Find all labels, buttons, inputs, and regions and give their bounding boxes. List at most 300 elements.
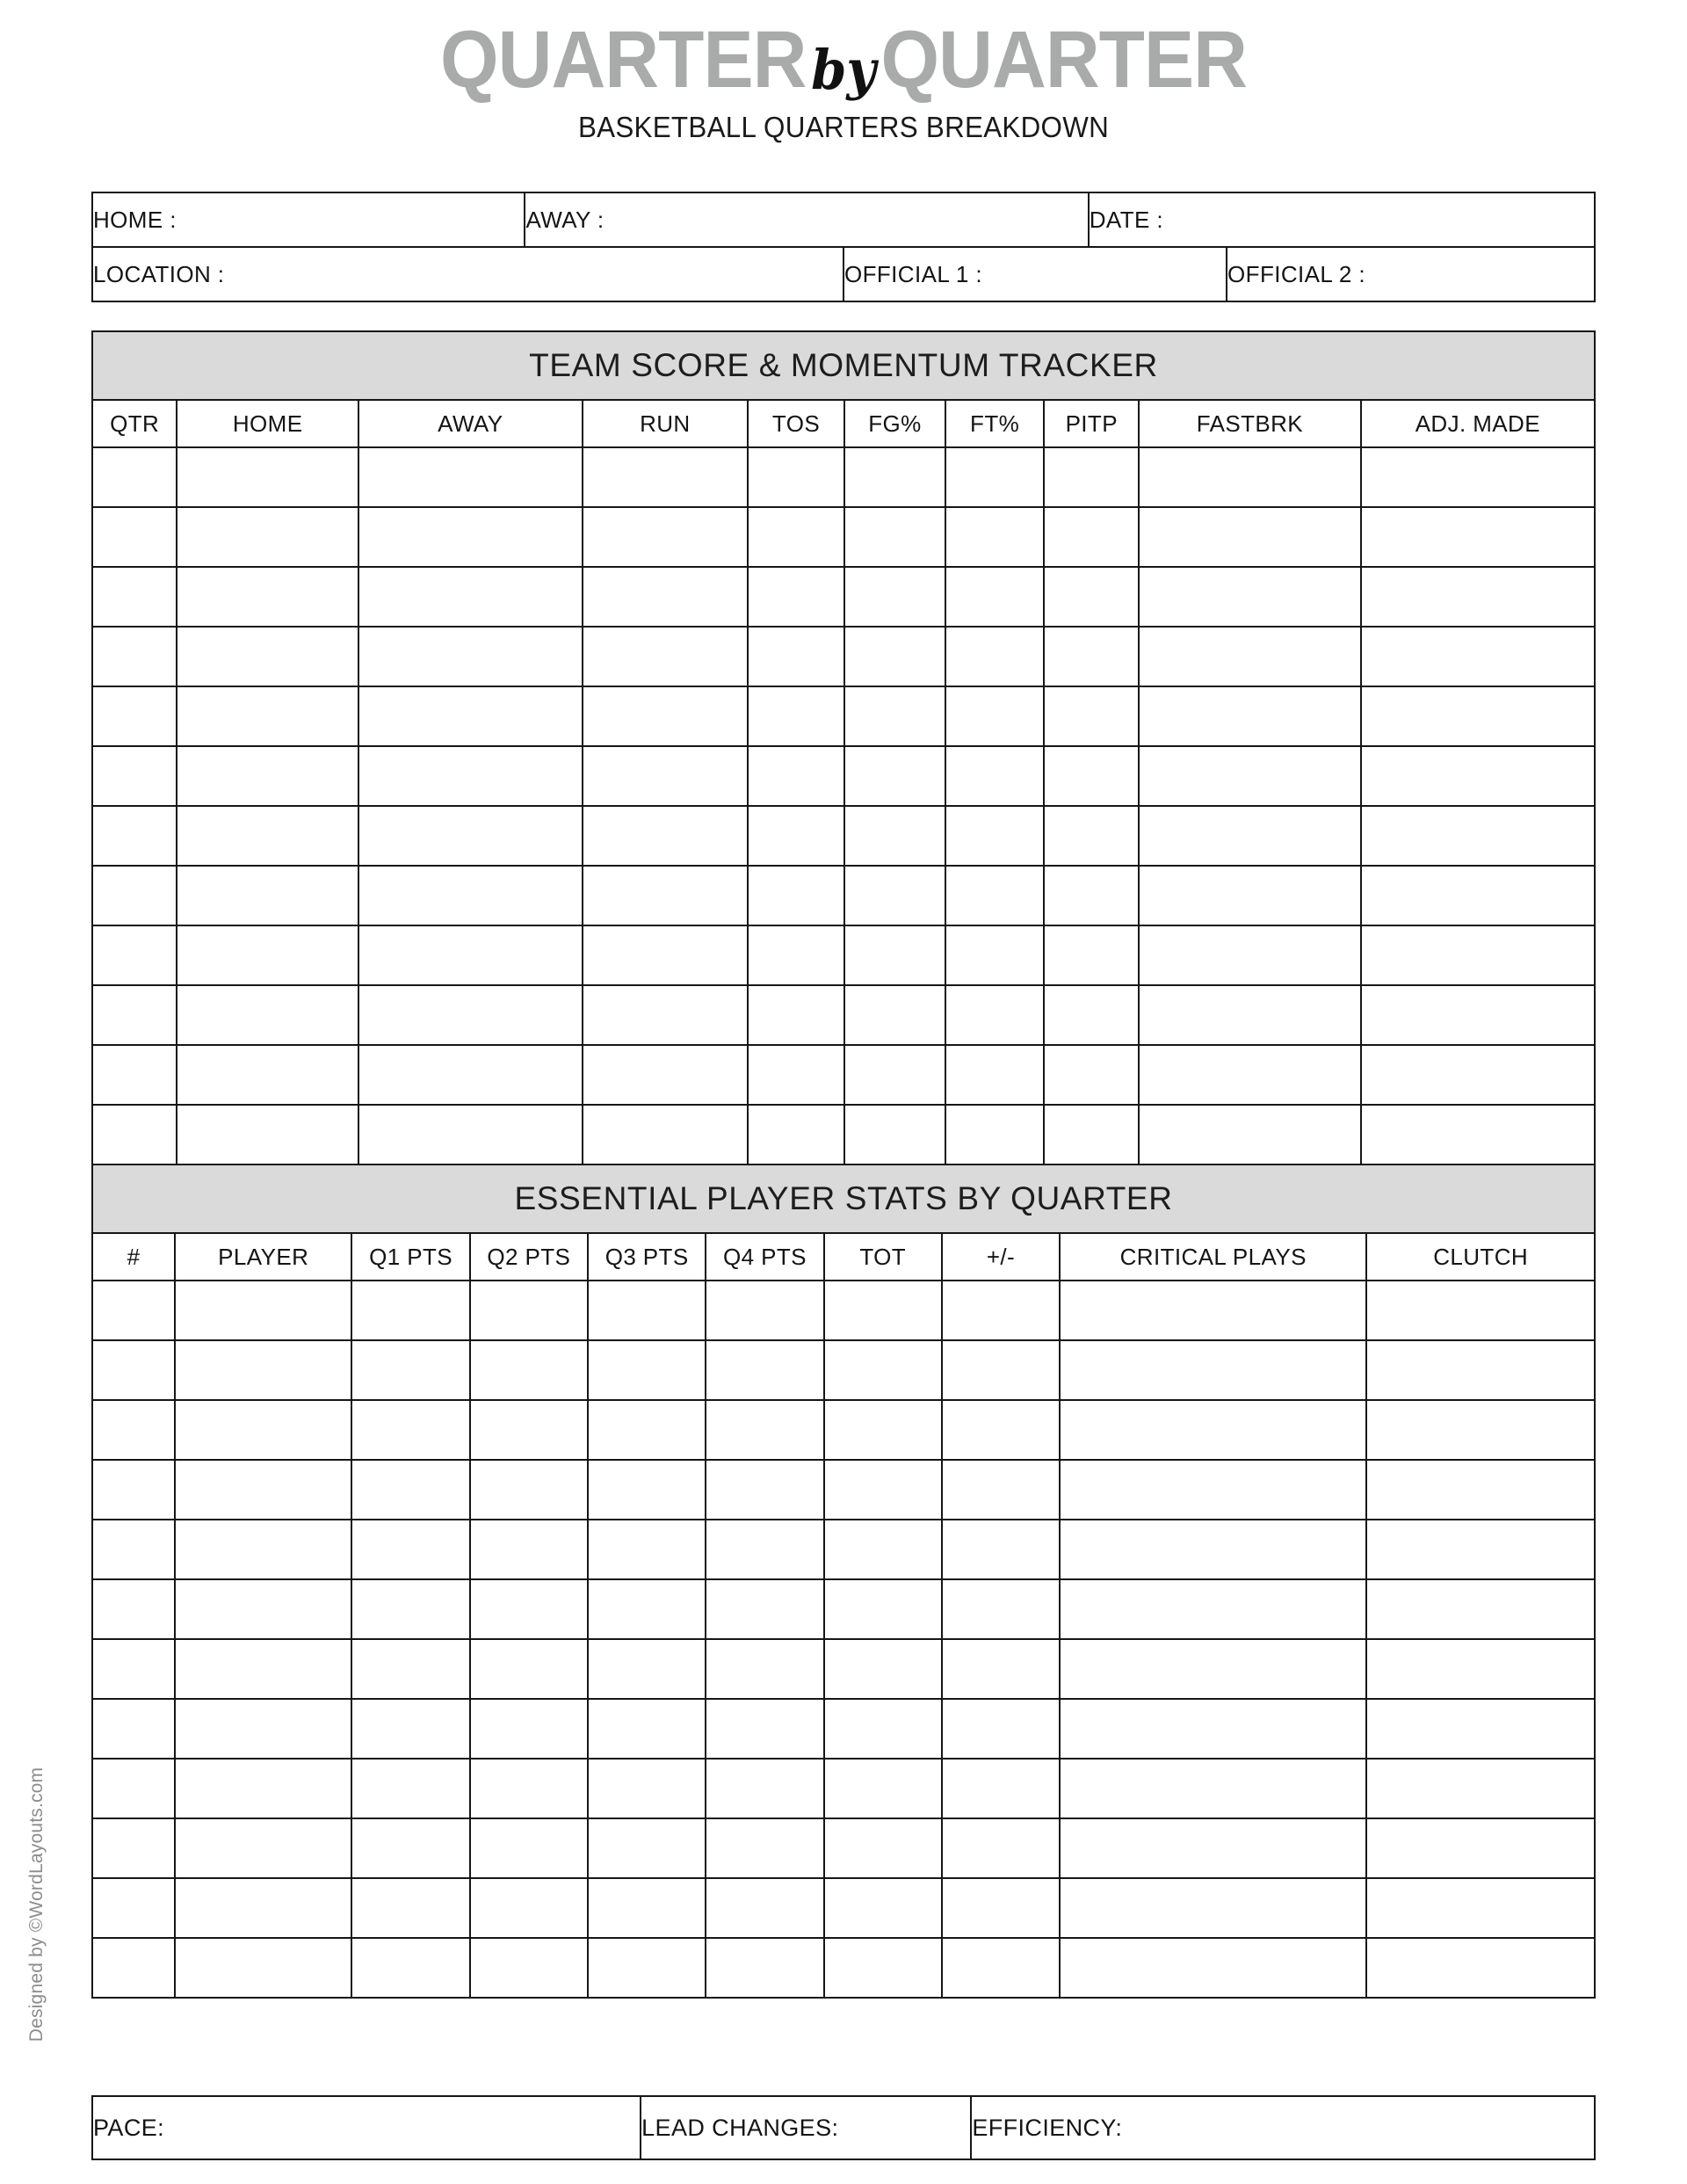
cell-q1-pts[interactable]	[351, 1460, 469, 1520]
cell-fastbrk[interactable]	[1139, 1105, 1360, 1165]
cell-fastbrk[interactable]	[1139, 1045, 1360, 1105]
cell-tot[interactable]	[824, 1340, 942, 1400]
cell-player[interactable]	[175, 1281, 351, 1340]
table-row	[92, 1400, 1595, 1460]
cell-q1-pts[interactable]	[351, 1878, 469, 1938]
table-row	[92, 507, 1595, 567]
cell-q3-pts[interactable]	[588, 1639, 706, 1699]
cell-run[interactable]	[583, 866, 748, 925]
table-row	[92, 925, 1595, 985]
cell-tot[interactable]	[824, 1759, 942, 1818]
cell-away[interactable]	[358, 627, 583, 686]
cell-q2-pts[interactable]	[470, 1878, 588, 1938]
cell-tos[interactable]	[748, 1045, 844, 1105]
cell-adj-made[interactable]	[1361, 447, 1595, 507]
cell-home[interactable]	[177, 507, 358, 567]
home-field[interactable]: HOME :	[92, 192, 525, 247]
cell-critical-plays[interactable]	[1060, 1878, 1366, 1938]
cell-run[interactable]	[583, 806, 748, 866]
table-row	[92, 1699, 1595, 1759]
cell-adj-made[interactable]	[1361, 806, 1595, 866]
cell-player[interactable]	[175, 1460, 351, 1520]
cell-q4-pts[interactable]	[706, 1520, 823, 1579]
cell-pitp[interactable]	[1044, 985, 1139, 1045]
cell-player[interactable]	[175, 1520, 351, 1579]
cell-fg-pct[interactable]	[844, 1105, 945, 1165]
cell-fastbrk[interactable]	[1139, 746, 1360, 806]
cell-home[interactable]	[177, 447, 358, 507]
cell-ft-pct[interactable]	[945, 1045, 1044, 1105]
cell-pitp[interactable]	[1044, 746, 1139, 806]
cell-fastbrk[interactable]	[1139, 627, 1360, 686]
cell-critical-plays[interactable]	[1060, 1938, 1366, 1998]
cell-home[interactable]	[177, 806, 358, 866]
cell-plus-minus[interactable]	[942, 1878, 1060, 1938]
cell-player[interactable]	[175, 1878, 351, 1938]
cell-ft-pct[interactable]	[945, 507, 1044, 567]
col-critical-plays: CRITICAL PLAYS	[1060, 1233, 1366, 1281]
cell-plus-minus[interactable]	[942, 1818, 1060, 1878]
cell-number[interactable]	[92, 1460, 175, 1520]
cell-fastbrk[interactable]	[1139, 686, 1360, 746]
cell-tot[interactable]	[824, 1639, 942, 1699]
table-row	[92, 985, 1595, 1045]
cell-away[interactable]	[358, 925, 583, 985]
cell-tot[interactable]	[824, 1938, 942, 1998]
col-fastbrk: FASTBRK	[1139, 400, 1360, 447]
cell-critical-plays[interactable]	[1060, 1340, 1366, 1400]
cell-pitp[interactable]	[1044, 1105, 1139, 1165]
cell-clutch[interactable]	[1366, 1520, 1595, 1579]
cell-fastbrk[interactable]	[1139, 507, 1360, 567]
cell-critical-plays[interactable]	[1060, 1759, 1366, 1818]
cell-plus-minus[interactable]	[942, 1460, 1060, 1520]
cell-number[interactable]	[92, 1340, 175, 1400]
cell-tot[interactable]	[824, 1281, 942, 1340]
cell-run[interactable]	[583, 507, 748, 567]
cell-clutch[interactable]	[1366, 1878, 1595, 1938]
table-row	[92, 1281, 1595, 1340]
player-stats-header-row	[92, 1233, 1595, 1281]
table-row	[92, 1639, 1595, 1699]
cell-q1-pts[interactable]	[351, 1281, 469, 1340]
cell-number[interactable]	[92, 1878, 175, 1938]
cell-q1-pts[interactable]	[351, 1759, 469, 1818]
table-row	[92, 1460, 1595, 1520]
table-row	[92, 1878, 1595, 1938]
cell-qtr[interactable]	[92, 1045, 177, 1105]
cell-plus-minus[interactable]	[942, 1639, 1060, 1699]
col-tot: TOT	[824, 1233, 942, 1281]
table-row	[92, 1105, 1595, 1165]
cell-q1-pts[interactable]	[351, 1938, 469, 1998]
cell-adj-made[interactable]	[1361, 686, 1595, 746]
cell-q3-pts[interactable]	[588, 1520, 706, 1579]
cell-q2-pts[interactable]	[470, 1520, 588, 1579]
col-home: HOME	[177, 400, 358, 447]
team-score-section	[91, 330, 1596, 1999]
cell-tot[interactable]	[824, 1460, 942, 1520]
cell-player[interactable]	[175, 1938, 351, 1998]
cell-tos[interactable]	[748, 746, 844, 806]
official1-field[interactable]: OFFICIAL 1 :	[844, 247, 1227, 301]
summary-footer-row	[92, 2096, 1595, 2159]
col-fg-pct: FG%	[844, 400, 945, 447]
cell-q3-pts[interactable]	[588, 1699, 706, 1759]
cell-qtr[interactable]	[92, 925, 177, 985]
info-row-2	[92, 247, 1595, 301]
cell-tos[interactable]	[748, 447, 844, 507]
cell-plus-minus[interactable]	[942, 1281, 1060, 1340]
cell-run[interactable]	[583, 746, 748, 806]
cell-qtr[interactable]	[92, 686, 177, 746]
cell-player[interactable]	[175, 1818, 351, 1878]
cell-q4-pts[interactable]	[706, 1460, 823, 1520]
away-field[interactable]: AWAY :	[525, 192, 1088, 247]
cell-tot[interactable]	[824, 1579, 942, 1639]
table-row	[92, 1759, 1595, 1818]
official2-field[interactable]: OFFICIAL 2 :	[1227, 247, 1595, 301]
cell-q3-pts[interactable]	[588, 1281, 706, 1340]
cell-q2-pts[interactable]	[470, 1818, 588, 1878]
cell-adj-made[interactable]	[1361, 1105, 1595, 1165]
game-info-table	[91, 192, 1596, 248]
cell-adj-made[interactable]	[1361, 925, 1595, 985]
cell-clutch[interactable]	[1366, 1400, 1595, 1460]
cell-plus-minus[interactable]	[942, 1340, 1060, 1400]
pace-field[interactable]: PACE:	[92, 2096, 641, 2159]
game-info-table-2	[91, 246, 1596, 302]
cell-q2-pts[interactable]	[470, 1699, 588, 1759]
cell-fg-pct[interactable]	[844, 447, 945, 507]
cell-q4-pts[interactable]	[706, 1579, 823, 1639]
cell-fg-pct[interactable]	[844, 866, 945, 925]
player-stats-table	[91, 1164, 1596, 1999]
cell-clutch[interactable]	[1366, 1818, 1595, 1878]
cell-away[interactable]	[358, 447, 583, 507]
cell-q3-pts[interactable]	[588, 1460, 706, 1520]
page-title-block	[0, 0, 1687, 144]
cell-fg-pct[interactable]	[844, 507, 945, 567]
cell-fastbrk[interactable]	[1139, 866, 1360, 925]
cell-q4-pts[interactable]	[706, 1400, 823, 1460]
cell-player[interactable]	[175, 1400, 351, 1460]
cell-plus-minus[interactable]	[942, 1579, 1060, 1639]
cell-ft-pct[interactable]	[945, 985, 1044, 1045]
cell-q4-pts[interactable]	[706, 1699, 823, 1759]
cell-q4-pts[interactable]	[706, 1639, 823, 1699]
cell-q2-pts[interactable]	[470, 1759, 588, 1818]
cell-number[interactable]	[92, 1400, 175, 1460]
cell-away[interactable]	[358, 806, 583, 866]
designer-credit-watermark: Designed by ©WordLayouts.com	[26, 1767, 47, 2043]
cell-critical-plays[interactable]	[1060, 1400, 1366, 1460]
table-row	[92, 1818, 1595, 1878]
cell-number[interactable]	[92, 1759, 175, 1818]
cell-ft-pct[interactable]	[945, 925, 1044, 985]
cell-q1-pts[interactable]	[351, 1699, 469, 1759]
col-adj-made: ADJ. MADE	[1361, 400, 1595, 447]
cell-player[interactable]	[175, 1340, 351, 1400]
cell-tos[interactable]	[748, 925, 844, 985]
cell-number[interactable]	[92, 1938, 175, 1998]
cell-qtr[interactable]	[92, 985, 177, 1045]
cell-tot[interactable]	[824, 1699, 942, 1759]
cell-tot[interactable]	[824, 1400, 942, 1460]
cell-clutch[interactable]	[1366, 1639, 1595, 1699]
cell-q3-pts[interactable]	[588, 1340, 706, 1400]
cell-q3-pts[interactable]	[588, 1579, 706, 1639]
cell-pitp[interactable]	[1044, 627, 1139, 686]
cell-q2-pts[interactable]	[470, 1340, 588, 1400]
cell-plus-minus[interactable]	[942, 1699, 1060, 1759]
cell-qtr[interactable]	[92, 627, 177, 686]
cell-q1-pts[interactable]	[351, 1520, 469, 1579]
cell-pitp[interactable]	[1044, 1045, 1139, 1105]
cell-home[interactable]	[177, 746, 358, 806]
cell-ft-pct[interactable]	[945, 746, 1044, 806]
cell-q2-pts[interactable]	[470, 1639, 588, 1699]
cell-run[interactable]	[583, 1105, 748, 1165]
cell-ft-pct[interactable]	[945, 866, 1044, 925]
cell-clutch[interactable]	[1366, 1579, 1595, 1639]
cell-clutch[interactable]	[1366, 1938, 1595, 1998]
cell-away[interactable]	[358, 1045, 583, 1105]
summary-footer-block	[91, 2095, 1596, 2160]
cell-ft-pct[interactable]	[945, 686, 1044, 746]
cell-player[interactable]	[175, 1759, 351, 1818]
cell-q2-pts[interactable]	[470, 1460, 588, 1520]
player-stats-banner: ESSENTIAL PLAYER STATS BY QUARTER	[92, 1165, 1595, 1233]
cell-qtr[interactable]	[92, 866, 177, 925]
cell-q4-pts[interactable]	[706, 1938, 823, 1998]
cell-away[interactable]	[358, 746, 583, 806]
cell-plus-minus[interactable]	[942, 1520, 1060, 1579]
cell-q2-pts[interactable]	[470, 1400, 588, 1460]
cell-q4-pts[interactable]	[706, 1759, 823, 1818]
cell-ft-pct[interactable]	[945, 447, 1044, 507]
table-row	[92, 746, 1595, 806]
cell-away[interactable]	[358, 686, 583, 746]
cell-fastbrk[interactable]	[1139, 447, 1360, 507]
cell-away[interactable]	[358, 985, 583, 1045]
table-row	[92, 806, 1595, 866]
cell-ft-pct[interactable]	[945, 567, 1044, 627]
lead-changes-field[interactable]: LEAD CHANGES:	[641, 2096, 971, 2159]
cell-fastbrk[interactable]	[1139, 985, 1360, 1045]
cell-home[interactable]	[177, 567, 358, 627]
cell-critical-plays[interactable]	[1060, 1639, 1366, 1699]
cell-pitp[interactable]	[1044, 507, 1139, 567]
cell-tos[interactable]	[748, 866, 844, 925]
cell-number[interactable]	[92, 1639, 175, 1699]
cell-tot[interactable]	[824, 1520, 942, 1579]
cell-ft-pct[interactable]	[945, 627, 1044, 686]
cell-adj-made[interactable]	[1361, 866, 1595, 925]
cell-clutch[interactable]	[1366, 1759, 1595, 1818]
cell-adj-made[interactable]	[1361, 627, 1595, 686]
cell-clutch[interactable]	[1366, 1460, 1595, 1520]
cell-plus-minus[interactable]	[942, 1938, 1060, 1998]
cell-run[interactable]	[583, 686, 748, 746]
cell-clutch[interactable]	[1366, 1281, 1595, 1340]
cell-fastbrk[interactable]	[1139, 806, 1360, 866]
cell-plus-minus[interactable]	[942, 1400, 1060, 1460]
cell-qtr[interactable]	[92, 806, 177, 866]
location-field[interactable]: LOCATION :	[92, 247, 844, 301]
cell-q3-pts[interactable]	[588, 1938, 706, 1998]
cell-clutch[interactable]	[1366, 1699, 1595, 1759]
cell-fg-pct[interactable]	[844, 627, 945, 686]
cell-tot[interactable]	[824, 1878, 942, 1938]
cell-q1-pts[interactable]	[351, 1579, 469, 1639]
cell-fg-pct[interactable]	[844, 686, 945, 746]
cell-adj-made[interactable]	[1361, 1045, 1595, 1105]
cell-tos[interactable]	[748, 985, 844, 1045]
cell-home[interactable]	[177, 627, 358, 686]
cell-home[interactable]	[177, 1045, 358, 1105]
cell-q2-pts[interactable]	[470, 1281, 588, 1340]
table-row	[92, 866, 1595, 925]
cell-ft-pct[interactable]	[945, 806, 1044, 866]
cell-run[interactable]	[583, 985, 748, 1045]
cell-qtr[interactable]	[92, 447, 177, 507]
col-q2-pts: Q2 PTS	[470, 1233, 588, 1281]
cell-fastbrk[interactable]	[1139, 925, 1360, 985]
cell-tos[interactable]	[748, 1105, 844, 1165]
cell-q1-pts[interactable]	[351, 1639, 469, 1699]
cell-fg-pct[interactable]	[844, 1045, 945, 1105]
cell-pitp[interactable]	[1044, 447, 1139, 507]
cell-clutch[interactable]	[1366, 1340, 1595, 1400]
cell-pitp[interactable]	[1044, 866, 1139, 925]
cell-tos[interactable]	[748, 567, 844, 627]
cell-home[interactable]	[177, 1105, 358, 1165]
page-title	[59, 15, 1628, 105]
cell-q3-pts[interactable]	[588, 1759, 706, 1818]
cell-fastbrk[interactable]	[1139, 567, 1360, 627]
cell-q4-pts[interactable]	[706, 1878, 823, 1938]
cell-run[interactable]	[583, 567, 748, 627]
cell-qtr[interactable]	[92, 746, 177, 806]
cell-critical-plays[interactable]	[1060, 1460, 1366, 1520]
cell-q3-pts[interactable]	[588, 1818, 706, 1878]
cell-number[interactable]	[92, 1281, 175, 1340]
title-word-first: QUARTER	[439, 15, 807, 105]
cell-adj-made[interactable]	[1361, 507, 1595, 567]
cell-q1-pts[interactable]	[351, 1340, 469, 1400]
cell-tos[interactable]	[748, 806, 844, 866]
col-pitp: PITP	[1044, 400, 1139, 447]
cell-q1-pts[interactable]	[351, 1818, 469, 1878]
cell-fg-pct[interactable]	[844, 925, 945, 985]
cell-home[interactable]	[177, 686, 358, 746]
player-stats-banner-row	[92, 1165, 1595, 1233]
team-score-banner-row	[92, 331, 1595, 400]
cell-qtr[interactable]	[92, 567, 177, 627]
col-plus-minus: +/-	[942, 1233, 1060, 1281]
cell-home[interactable]	[177, 925, 358, 985]
cell-number[interactable]	[92, 1818, 175, 1878]
cell-critical-plays[interactable]	[1060, 1699, 1366, 1759]
cell-fg-pct[interactable]	[844, 985, 945, 1045]
cell-home[interactable]	[177, 985, 358, 1045]
cell-run[interactable]	[583, 447, 748, 507]
cell-critical-plays[interactable]	[1060, 1579, 1366, 1639]
table-row	[92, 447, 1595, 507]
cell-q3-pts[interactable]	[588, 1878, 706, 1938]
cell-pitp[interactable]	[1044, 567, 1139, 627]
game-info-block	[91, 192, 1596, 302]
col-clutch: CLUTCH	[1366, 1233, 1595, 1281]
cell-q4-pts[interactable]	[706, 1281, 823, 1340]
cell-tos[interactable]	[748, 686, 844, 746]
cell-q1-pts[interactable]	[351, 1400, 469, 1460]
cell-number[interactable]	[92, 1520, 175, 1579]
cell-player[interactable]	[175, 1699, 351, 1759]
cell-critical-plays[interactable]	[1060, 1281, 1366, 1340]
cell-q2-pts[interactable]	[470, 1938, 588, 1998]
cell-q3-pts[interactable]	[588, 1400, 706, 1460]
cell-number[interactable]	[92, 1699, 175, 1759]
cell-number[interactable]	[92, 1579, 175, 1639]
cell-fg-pct[interactable]	[844, 806, 945, 866]
col-qtr: QTR	[92, 400, 177, 447]
cell-run[interactable]	[583, 627, 748, 686]
cell-away[interactable]	[358, 866, 583, 925]
table-row	[92, 686, 1595, 746]
cell-critical-plays[interactable]	[1060, 1520, 1366, 1579]
col-ft-pct: FT%	[945, 400, 1044, 447]
efficiency-field[interactable]: EFFICIENCY:	[971, 2096, 1595, 2159]
cell-fg-pct[interactable]	[844, 746, 945, 806]
cell-fg-pct[interactable]	[844, 567, 945, 627]
cell-qtr[interactable]	[92, 507, 177, 567]
col-tos: TOS	[748, 400, 844, 447]
cell-tos[interactable]	[748, 627, 844, 686]
cell-tos[interactable]	[748, 507, 844, 567]
cell-away[interactable]	[358, 567, 583, 627]
table-row	[92, 1045, 1595, 1105]
cell-away[interactable]	[358, 507, 583, 567]
cell-q2-pts[interactable]	[470, 1579, 588, 1639]
cell-tot[interactable]	[824, 1818, 942, 1878]
cell-away[interactable]	[358, 1105, 583, 1165]
cell-critical-plays[interactable]	[1060, 1818, 1366, 1878]
cell-pitp[interactable]	[1044, 925, 1139, 985]
table-row	[92, 1579, 1595, 1639]
cell-adj-made[interactable]	[1361, 985, 1595, 1045]
title-word-second: QUARTER	[880, 15, 1248, 105]
cell-pitp[interactable]	[1044, 686, 1139, 746]
cell-ft-pct[interactable]	[945, 1105, 1044, 1165]
cell-player[interactable]	[175, 1639, 351, 1699]
cell-run[interactable]	[583, 925, 748, 985]
cell-run[interactable]	[583, 1045, 748, 1105]
cell-adj-made[interactable]	[1361, 567, 1595, 627]
cell-pitp[interactable]	[1044, 806, 1139, 866]
cell-q4-pts[interactable]	[706, 1818, 823, 1878]
cell-q4-pts[interactable]	[706, 1340, 823, 1400]
cell-home[interactable]	[177, 866, 358, 925]
page-subtitle: BASKETBALL QUARTERS BREAKDOWN	[577, 110, 1110, 143]
cell-player[interactable]	[175, 1579, 351, 1639]
cell-adj-made[interactable]	[1361, 746, 1595, 806]
date-field[interactable]: DATE :	[1089, 192, 1595, 247]
cell-plus-minus[interactable]	[942, 1759, 1060, 1818]
cell-qtr[interactable]	[92, 1105, 177, 1165]
col-away: AWAY	[358, 400, 583, 447]
